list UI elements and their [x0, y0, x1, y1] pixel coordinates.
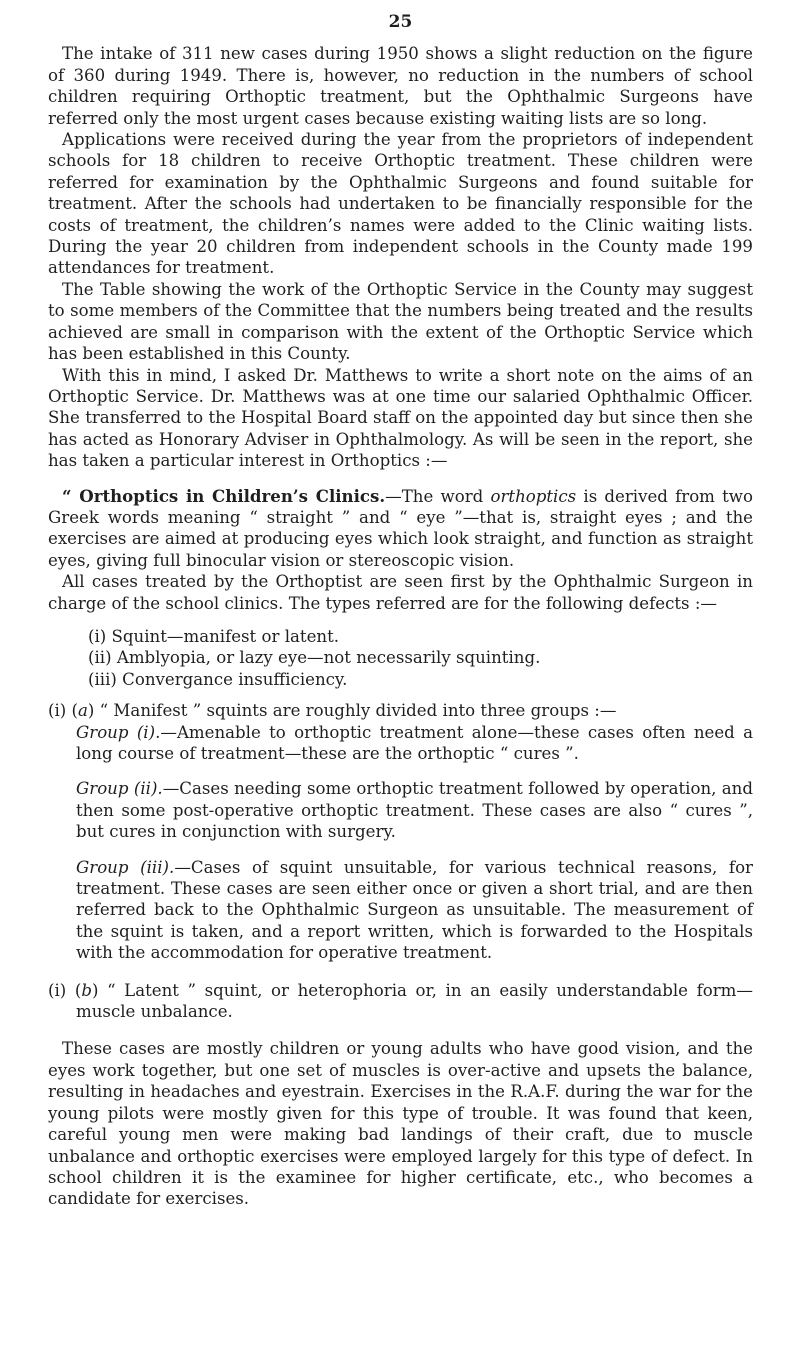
- group-number: (ii).: [133, 779, 163, 799]
- group-text: —Cases of squint unsuitable, for various technical reasons, for treatment. These cases are seen either once or given a short trial, and are then referred back to the Ophthalmic Surgeon as unsuitable. The measurement of the squint is taken, and a report written, which is forwarded to the Hospitals with the accommodation for operative treatment.: [76, 857, 753, 963]
- quote-text-after: is derived from two Greek words meaning “ straight ” and “ eye ”—that is, straight eyes ; and the exercises are aimed at producing eyes which look straight, and function as straight eyes, giving full binocular vision or stereoscopic vision.: [48, 486, 753, 570]
- group-label: Group: [76, 722, 129, 742]
- defect-item: (i) Squint—manifest or latent.: [88, 626, 340, 646]
- group-number: (iii).: [140, 857, 175, 877]
- defect-item: (ii) Amblyopia, or lazy eye—not necessarily squinting.: [88, 648, 541, 668]
- defects-list: [48, 626, 753, 690]
- defect-item: (iii) Convergance insufficiency.: [88, 669, 348, 689]
- group-label: Group: [76, 779, 129, 799]
- manifest-heading: [48, 700, 753, 721]
- quote-italic-word: orthoptics: [490, 486, 577, 506]
- paragraph-dr-matthews: With this in mind, I asked Dr. Matthews to write a short note on the aims of an Orthoptic Service. Dr. Matthews was at one time our salaried Ophthalmic Officer. She transferred to the Hospital Board staff on the appointed day but since then she has acted as Honorary Adviser in Ophthalmology. As will be seen in the report, she has taken a particular interest in Orthoptics :—: [48, 365, 753, 471]
- group-text: —Cases needing some orthoptic treatment followed by operation, and then some post-operative orthoptic treatment. These cases are also “ cures ”, but cures in conjunction with surgery.: [76, 779, 753, 842]
- group-item: [76, 857, 753, 964]
- paragraph-intake: The intake of 311 new cases during 1950 shows a slight reduction on the figure of 360 during 1949. There is, however, no reduction in the numbers of school children requiring Orthoptic treatment, but the Ophthalmic Surgeons have referred only the most urgent cases because existing waiting lists are so long.: [48, 44, 753, 128]
- group-label: Group: [76, 857, 129, 877]
- latent-text: “ Latent ” squint, or heterophoria or, in an easily understandable form—muscle unbalance.: [76, 980, 753, 1022]
- latent-label-start: (i) (: [48, 980, 82, 1000]
- paragraph-final: These cases are mostly children or young adults who have good vision, and the eyes work together, but one set of muscles is over-active and upsets the balance, resulting in headaches and eyestrain. Exercises in the R.A.F. during the war for the young pilots were mostly given for this type of trouble. It was found that keen, careful young men were making bad landings of their craft, due to muscle unbalance and orthoptic exercises were employed largely for this type of defect. In school children it is the examinee for higher certificate, etc., who becomes a candidate for exercises.: [48, 1039, 753, 1209]
- quote-orthoptics-intro: [48, 486, 753, 572]
- group-text: —Amenable to orthoptic treatment alone—these cases often need a long course of treatment—these are the orthoptic “ cures ”.: [76, 722, 753, 763]
- latent-heading: [48, 980, 753, 1023]
- latent-label-end: ): [91, 980, 108, 1000]
- quote-paragraph-cases: All cases treated by the Orthoptist are seen first by the Ophthalmic Surgeon in charge of the school clinics. The types referred are for the following defects :—: [48, 572, 753, 613]
- page-number: 25: [388, 12, 413, 32]
- manifest-label-letter: a: [78, 701, 88, 721]
- manifest-text: “ Manifest ” squints are roughly divided into three groups :—: [99, 701, 617, 721]
- group-item: [76, 722, 753, 765]
- manifest-label-end: ): [87, 701, 100, 721]
- quote-text-before: —The word: [385, 486, 491, 506]
- quote-heading: “ Orthoptics in Children’s Clinics.: [62, 485, 386, 506]
- manifest-label-start: (i) (: [48, 701, 79, 721]
- paragraph-table-note: The Table showing the work of the Orthoptic Service in the County may suggest to some members of the Committee that the numbers being treated and the results achieved are small in comparison with the extent of the Orthoptic Service which has been established in this County.: [48, 279, 753, 364]
- paragraph-independent-schools: Applications were received during the year from the proprietors of independent schools for 18 children to receive Orthoptic treatment. These children were referred for examination by the Ophthalmic Surgeons and found suitable for treatment. After the schools had undertaken to be financially responsible for the costs of treatment, the children’s names were added to the Clinic waiting lists. During the year 20 children from independent schools in the County made 199 attendances for treatment.: [48, 130, 753, 278]
- group-item: [76, 778, 753, 842]
- latent-label-letter: b: [81, 980, 92, 1000]
- group-number: (i).: [136, 722, 161, 742]
